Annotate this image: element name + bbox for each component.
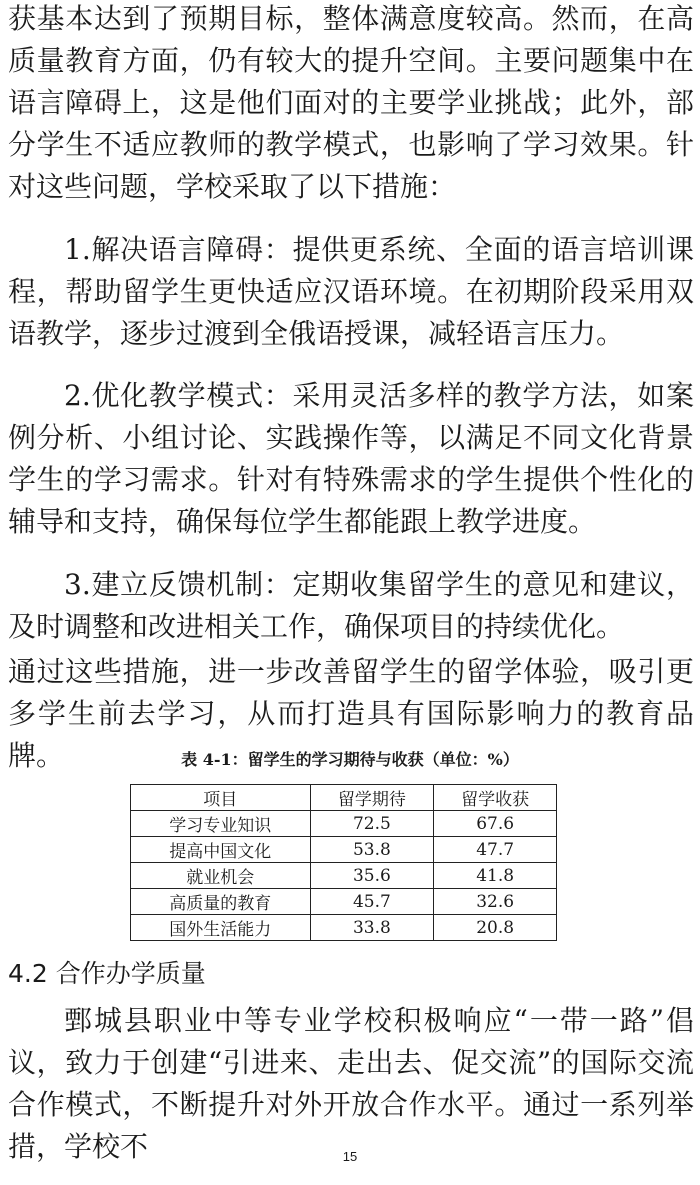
table-cell: 学习专业知识 (131, 811, 311, 837)
table-cell: 67.6 (434, 811, 557, 837)
table-cell: 高质量的教育 (131, 889, 311, 915)
measure-item-language: 1.解决语言障碍：提供更系统、全面的语言培训课程，帮助留学生更快适应汉语环境。在初期阶段采用双语教学，逐步过渡到全俄语授课，减轻语言压力。 (8, 233, 694, 350)
table-caption: 表 4-1：留学生的学习期待与收获（单位：%） (181, 750, 519, 769)
table-cell: 就业机会 (131, 863, 311, 889)
page-number: 15 (342, 1149, 358, 1164)
table-cell: 72.5 (310, 811, 434, 837)
table-cell: 提高中国文化 (131, 837, 311, 863)
body-paragraph: 鄄城县职业中等专业学校积极响应“一带一路”倡议，致力于创建“引进来、走出去、促交流”的国际交流合作模式，不断提升对外开放合作水平。通过一系列举措，学校不 (8, 1004, 694, 1163)
expectation-table (130, 784, 557, 941)
table-header-cell: 留学期待 (310, 785, 434, 811)
table-cell: 32.6 (434, 889, 557, 915)
table-cell: 国外生活能力 (131, 915, 311, 941)
table-row (131, 837, 557, 863)
body-paragraph: 获基本达到了预期目标，整体满意度较高。然而，在高质量教育方面，仍有较大的提升空间。主要问题集中在语言障碍上，这是他们面对的主要学业挑战；此外，部分学生不适应教师的教学模式，也影响了学习效果。针对这些问题，学校采取了以下措施： (8, 2, 694, 203)
table-cell: 53.8 (310, 837, 434, 863)
table-cell: 20.8 (434, 915, 557, 941)
table-header-row (131, 785, 557, 811)
table-header-cell: 项目 (131, 785, 311, 811)
table-row (131, 811, 557, 837)
body-paragraph: 通过这些措施，进一步改善留学生的留学体验，吸引更多学生前去学习，从而打造具有国际影响力的教育品牌。 (8, 655, 694, 772)
section-heading: 4.2 合作办学质量 (8, 959, 206, 988)
table-row (131, 889, 557, 915)
table-row (131, 863, 557, 889)
table-cell: 45.7 (310, 889, 434, 915)
measure-item-feedback: 3.建立反馈机制：定期收集留学生的意见和建议，及时调整和改进相关工作，确保项目的持续优化。 (8, 568, 694, 643)
measure-item-teaching: 2.优化教学模式：采用灵活多样的教学方法，如案例分析、小组讨论、实践操作等，以满足不同文化背景学生的学习需求。针对有特殊需求的学生提供个性化的辅导和支持，确保每位学生都能跟上教学进度。 (8, 379, 694, 538)
table-cell: 41.8 (434, 863, 557, 889)
table-cell: 33.8 (310, 915, 434, 941)
table-cell: 35.6 (310, 863, 434, 889)
table-row (131, 915, 557, 941)
table-header-cell: 留学收获 (434, 785, 557, 811)
table-cell: 47.7 (434, 837, 557, 863)
